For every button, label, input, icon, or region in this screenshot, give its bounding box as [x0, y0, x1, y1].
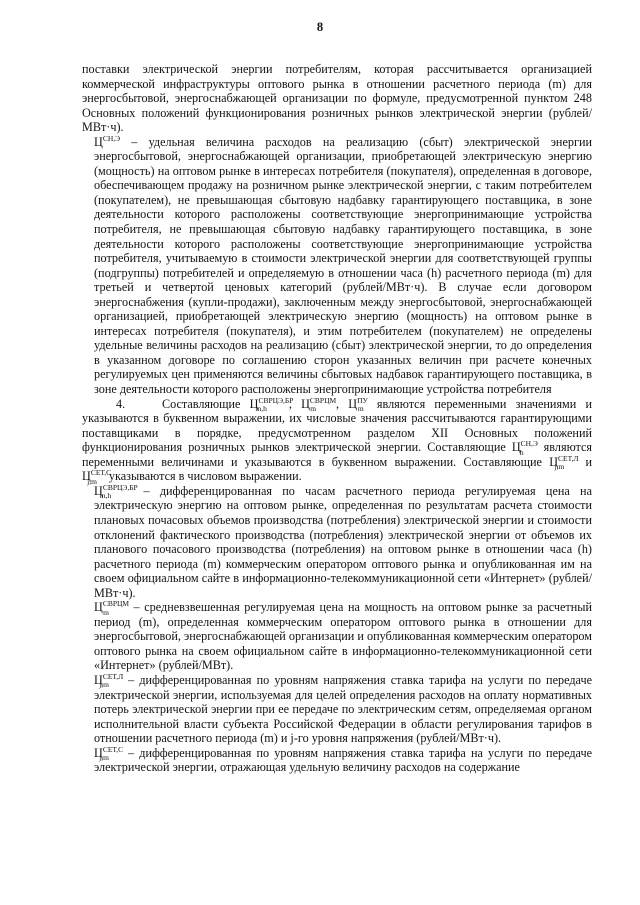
symbol-c-sn-e-h: $Ц^{СН,Э}_h$ [511, 439, 538, 457]
definition-set-l: $Ц^{СЕТ,Л}_{j,m}$ – дифференцированная по уровням напряжения ставка тарифа на услуги по передаче электрической энергии, используемая для целей определения расходов на оплату нормативных потерь электрической энергии при ее передаче по электрическим сетям, определяемая органом исполнительной власти субъекта Российской Федерации в области регулирования тарифов в отношении расчетного периода (m) и j-го уровня напряжения (рублей/МВт·ч). [94, 671, 592, 746]
definition-svrce-br: $Ц^{СВРЦЭ,БР}_{m,h}$ – дифференцированная по часам расчетного периода регулируемая цена на электрическую энергию на оптовом рынке, определенная по результатам расчета стоимости плановых почасовых объемов производства (потребления) электрической энергии и стоимости отклонений фактического производства (потребления) электрической энергии от объемов их планового почасового производства (потребления) на оптовом рынке в отношении часа (h) расчетного периода (m) коммерческим оператором оптового рынка и опубликованная им на своем официальном сайте в информационно-телекоммуникационной сети «Интернет» (рублей/МВт·ч). [94, 482, 592, 600]
symbol-c-svrcm: $Ц^{СВРЦМ}_m$ [301, 395, 337, 414]
definition-svrcm: $Ц^{СВРЦМ}_m$ – средневзвешенная регулируемая цена на мощность на оптовом рынке за расчетный период (m), определенная коммерческим оператором оптового рынка в отношении для энергосбытовой, энергоснабжающей организации и опубликованная коммерческим оператором оптового рынка на своем официальном сайте в информационно-телекоммуникационной сети «Интернет» (рублей/МВт). [94, 599, 592, 673]
definition-set-c: $Ц^{СЕТ,С}_{j,m}$ – дифференцированная по уровням напряжения ставка тарифа на услуги по передаче электрической энергии, отражающая удельную величину расходов на содержание [94, 744, 592, 775]
symbol-c-svrce-br-def: $Ц^{СВРЦЭ,БР}_{m,h}$ [94, 482, 138, 501]
symbol-c-svrce-br: $Ц^{СВРЦЭ,БР}_{m,h}$ [249, 395, 294, 414]
symbol-c-set-c-def: $Ц^{СЕТ,С}_{j,m}$ [94, 744, 124, 763]
symbol-c-set-c: $Ц^{СЕТ,С}_{j,m}$ [82, 468, 112, 486]
paragraph-intro: поставки электрической энергии потребителям, которая рассчитывается организацией коммерческой инфраструктуры оптового рынка в отношении расчетного периода (m) для энергосбытовой, энергоснабжающей организации по формуле, предусмотренной пунктом 248 Основных положений функционирования розничных рынков электрической энергии (рублей/МВт·ч). [82, 62, 592, 135]
symbol-c-sn-e: $Ц^{СН,Э}$ [94, 133, 121, 149]
symbol-c-pu: $Ц^{ПУ}_m$ [348, 395, 368, 414]
symbol-c-svrcm-def: $Ц^{СВРЦМ}_m$ [94, 599, 130, 617]
symbol-c-set-l: $Ц^{СЕТ,Л}_{j,m}$ [549, 453, 579, 472]
item-4-number: 4. [116, 396, 126, 411]
page-number: 8 [316, 20, 324, 34]
definition-sn-e: $Ц^{СН,Э}$ – удельная величина расходов на реализацию (сбыт) электрической энергии энергосбытовой, энергоснабжающей организации, приобретающей электрическую энергию (мощность) на оптовом рынке в интересах потребителя (покупателя), определенная в договоре, обеспечивающем продажу на розничном рынке электрической энергии, с таким потребителем (покупателем), не превышающая сбытовую надбавку гарантирующего поставщика, в зоне деятельности которого расположены соответствующие энергопринимающие устройства потребителя, не превышающая сбытовую надбавку гарантирующего поставщика, в зоне деятельности которого расположены соответствующие энергопринимающие устройства потребителя, учитываемую в стоимости электрической энергии для соответствующей группы (подгруппы) потребителей и определяемую в отношении часа (h) расчетного периода (m) для третьей и четвертой ценовых категорий (рублей/МВт·ч). В случае если договором энергоснабжения (купли-продажи), заключенным между энергосбытовой, энергоснабжающей организацией, приобретающей электрическую энергию (мощность) на оптовом рынке в интересах потребителя (покупателя), и этим потребителем (покупателем) не определены удельные величины расходов на реализацию (сбыт) электрической энергии, то до определения в указанном договоре по соглашению сторон указанных величин при расчете конечных регулируемых цен применяются величины сбытовых надбавок гарантирующего поставщика, в зоне деятельности которого расположены энергопринимающие устройства потребителя [94, 133, 592, 397]
symbol-c-set-l-def: $Ц^{СЕТ,Л}_{j,m}$ [94, 671, 124, 690]
item-4: 4. Составляющие $Ц^{СВРЦЭ,БР}_{m,h}$ , $Ц^{СВРЦМ}_m$ , $Ц^{ПУ}_m$ являются переменными значениями и указываются в буквенном выражении, их числовые значения рассчитываются гарантирующими поставщиками в порядке, предусмотренном разделом XII Основных положений функционирования розничных рынков электрической энергии. Составляющие $Ц^{СН,Э}_h$ являются переменными величинами и указываются в буквенном выражении. Составляющие $Ц^{СЕТ,Л}_{j,m}$ и $Ц^{СЕТ,С}_{j,m}$ указываются в числовом выражении. [82, 395, 593, 486]
document-body [82, 62, 592, 775]
